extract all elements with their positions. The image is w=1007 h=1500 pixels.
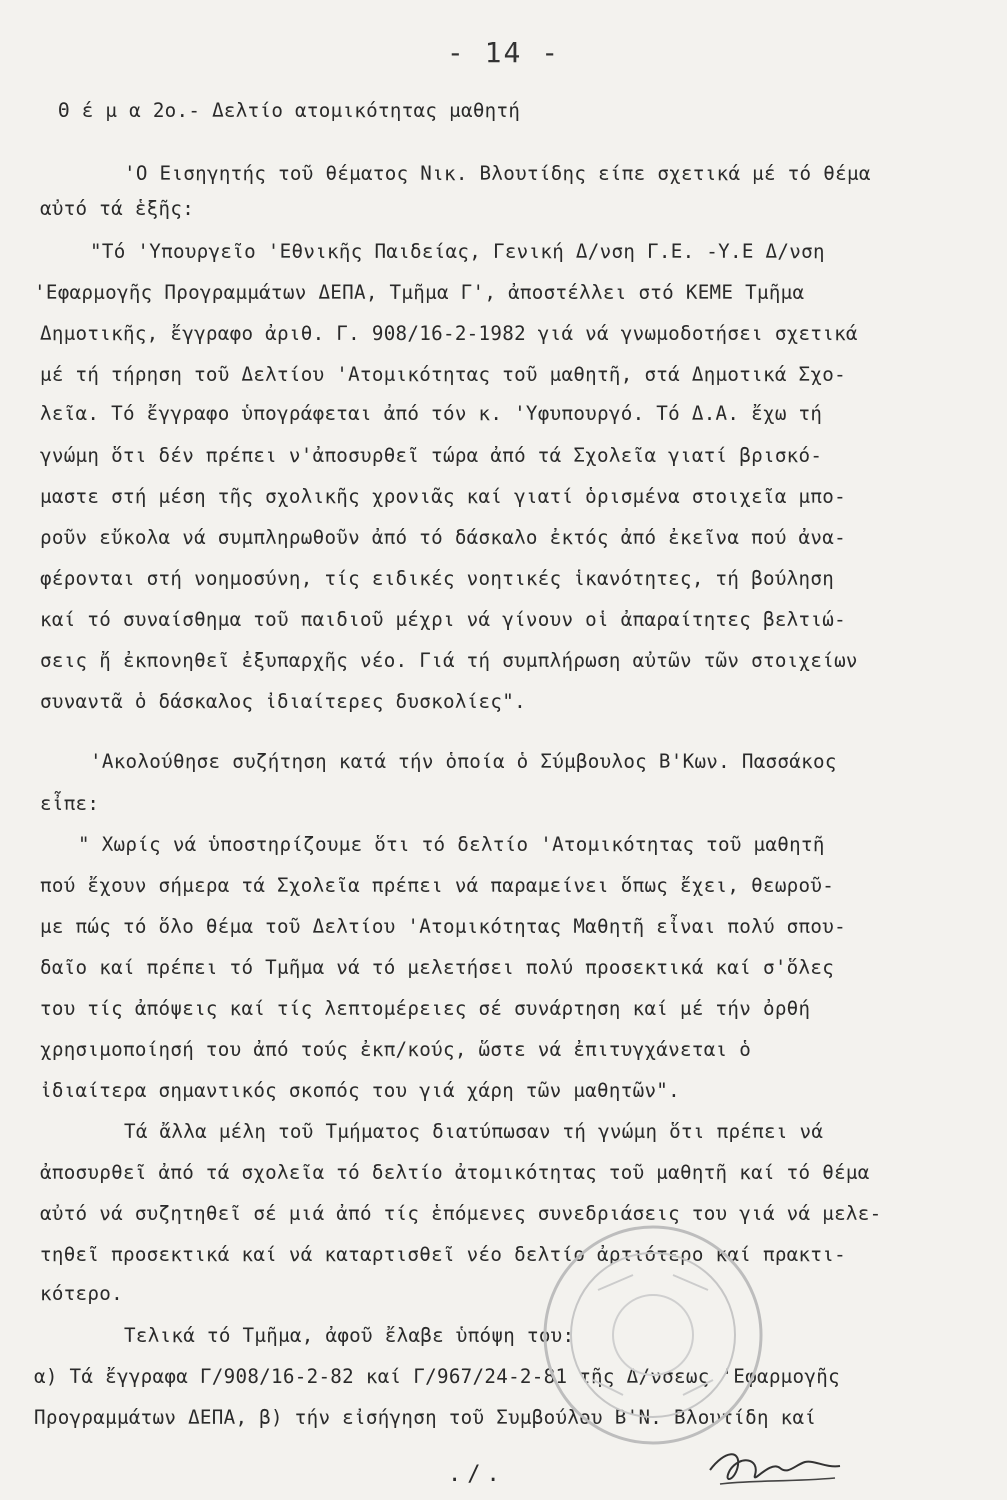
text-line: φέρονται στή νοημοσύνη, τίς ειδικές νοητικές ἱκανότητες, τή βούληση bbox=[40, 567, 835, 590]
text-line: καί τό συναίσθημα τοῦ παιδιοῦ μέχρι νά γίνουν οἱ ἀπαραίτητες βελτιώ- bbox=[40, 608, 846, 631]
text-line: Τά ἄλλα μέλη τοῦ Τμήματος διατύπωσαν τή γνώμη ὅτι πρέπει νά bbox=[124, 1120, 824, 1143]
text-line: ἀποσυρθεῖ ἀπό τά σχολεῖα τό δελτίο ἀτομικότητας τοῦ μαθητῆ καί τό θέμα bbox=[40, 1161, 870, 1184]
text-line: σεις ἤ ἐκπονηθεῖ ἐξυπαρχῆς νέο. Γιά τή συμπλήρωση αὐτῶν τῶν στοιχείων bbox=[40, 649, 858, 672]
text-line: αὐτό τά ἑξῆς: bbox=[40, 197, 195, 220]
signature-icon bbox=[700, 1440, 850, 1495]
official-seal-icon bbox=[538, 1220, 768, 1450]
text-line: " Χωρίς νά ὑποστηρίζουμε ὅτι τό δελτίο 'Ατομικότητας τοῦ μαθητῆ bbox=[78, 833, 825, 856]
topic-heading: Θ έ μ α 2ο.- Δελτίο ατομικότητας μαθητή bbox=[58, 99, 521, 122]
text-line: Δημοτικῆς, ἔγγραφο ἀριθ. Γ. 908/16-2-1982 γιά νά γνωμοδοτήσει σχετικά bbox=[40, 322, 858, 345]
text-line: με πώς τό ὅλο θέμα τοῦ Δελτίου 'Ατομικότητας Μαθητῆ εἶναι πολύ σπου- bbox=[40, 915, 846, 938]
text-line: 'Ο Εισηγητής τοῦ θέματος Νικ. Βλουτίδης είπε σχετικά μέ τό θέμα bbox=[124, 162, 871, 185]
text-line: εἶπε: bbox=[40, 792, 100, 815]
text-line: κότερο. bbox=[40, 1282, 123, 1305]
text-line: 'Εφαρμογῆς Προγραμμάτων ΔΕΠΑ, Τμῆμα Γ', ἀποστέλλει στό ΚΕΜΕ Τμῆμα bbox=[34, 281, 805, 304]
text-line: γνώμη ὅτι δέν πρέπει ν'ἀποσυρθεῖ τώρα ἀπό τά Σχολεῖα γιατί βρισκό- bbox=[40, 444, 823, 467]
text-line: 'Ακολούθησε συζήτηση κατά τήν ὁποία ὁ Σύμβουλος Β'Κων. Πασσάκος bbox=[90, 750, 837, 773]
text-line: Προγραμμάτων ΔΕΠΑ, β) τήν εἰσήγηση τοῦ Συμβούλου Β'Ν. Βλουτίδη καί bbox=[34, 1406, 817, 1429]
text-line: πού ἔχουν σήμερα τά Σχολεῖα πρέπει νά παραμείνει ὅπως ἔχει, θεωροῦ- bbox=[40, 874, 835, 897]
text-line: αὐτό νά συζητηθεῖ σέ μιά ἀπό τίς ἑπόμενες συνεδριάσεις του γιά νά μελε- bbox=[40, 1202, 882, 1225]
text-line: τηθεῖ προσεκτικά καί νά καταρτισθεῖ νέο δελτίο ἀρτιότερο καί πρακτι- bbox=[40, 1243, 846, 1266]
text-line: λεῖα. Τό ἔγγραφο ὑπογράφεται ἀπό τόν κ. 'Υφυπουργό. Τό Δ.Α. ἔχω τή bbox=[40, 402, 823, 425]
text-line: συναντᾶ ὁ δάσκαλος ἰδιαίτερες δυσκολίες". bbox=[40, 690, 526, 713]
text-line: ροῦν εὔκολα νά συμπληρωθοῦν ἀπό τό δάσκαλο ἐκτός ἀπό ἐκεῖνα πού ἀνα- bbox=[40, 526, 846, 549]
text-line: μαστε στή μέση τῆς σχολικῆς χρονιᾶς καί γιατί ὁρισμένα στοιχεῖα μπο- bbox=[40, 485, 846, 508]
text-line: του τίς ἀπόψεις καί τίς λεπτομέρειες σέ συνάρτηση καί μέ τήν ὀρθή bbox=[40, 997, 811, 1020]
text-line: δαῖο καί πρέπει τό Τμῆμα νά τό μελετήσει πολύ προσεκτικά καί σ'ὅλες bbox=[40, 956, 835, 979]
text-line: ἰδιαίτερα σημαντικός σκοπός του γιά χάρη τῶν μαθητῶν". bbox=[40, 1079, 680, 1102]
text-line: μέ τή τήρηση τοῦ Δελτίου 'Ατομικότητας τοῦ μαθητῆ, στά Δημοτικά Σχο- bbox=[40, 363, 846, 386]
text-line: α) Τά ἔγγραφα Γ/908/16-2-82 καί Γ/967/24-2-81 τῆς Δ/νσεως 'Εφαρμογῆς bbox=[34, 1365, 840, 1388]
continuation-mark: ./. bbox=[448, 1462, 506, 1487]
text-line: χρησιμοποίησή του ἀπό τούς ἐκπ/κούς, ὥστε νά ἐπιτυγχάνεται ὁ bbox=[40, 1038, 752, 1061]
page-number: - 14 - bbox=[446, 36, 561, 69]
text-line: "Τό 'Υπουργεῖο 'Εθνικῆς Παιδείας, Γενική Δ/νση Γ.Ε. -Υ.Ε Δ/νση bbox=[90, 240, 825, 263]
text-line: Τελικά τό Τμῆμα, ἀφοῦ ἔλαβε ὑπόψη του: bbox=[124, 1324, 575, 1347]
